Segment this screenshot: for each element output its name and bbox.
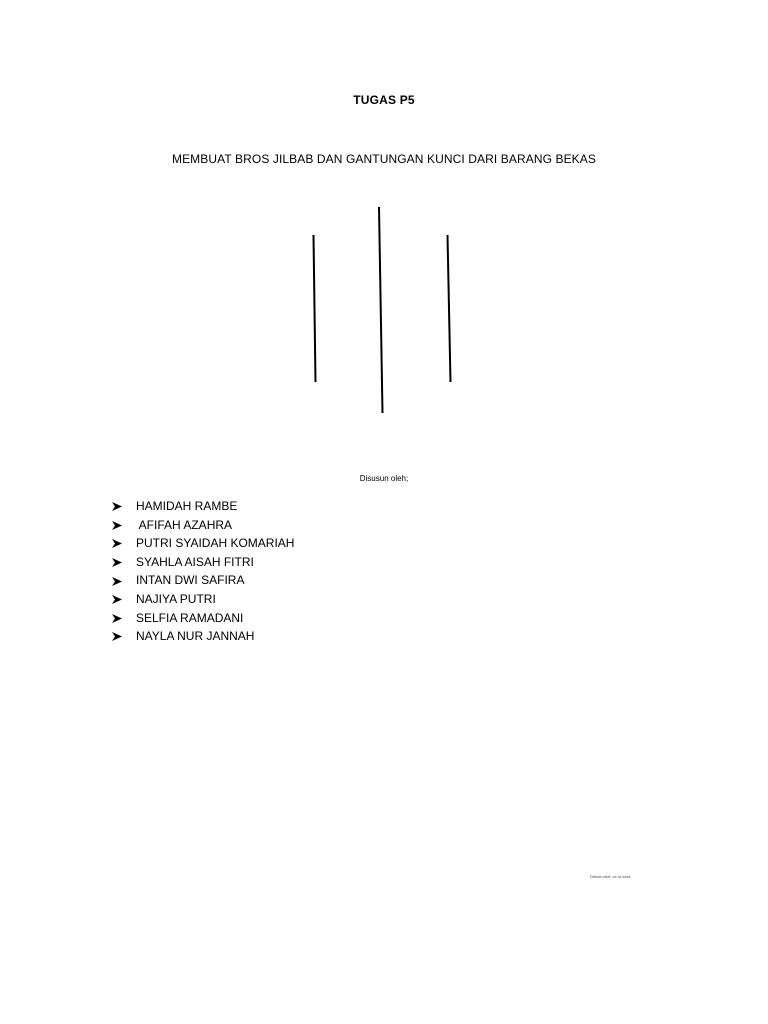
list-item (112, 534, 294, 553)
arrowhead-bullet-icon (112, 572, 136, 590)
arrowhead-bullet-icon (112, 553, 136, 571)
list-item (112, 571, 294, 590)
arrowhead-bullet-icon (112, 516, 136, 534)
page-title: TUGAS P5 (353, 93, 415, 107)
arrowhead-bullet-icon (112, 534, 136, 552)
member-name: HAMIDAH RAMBE (136, 499, 238, 513)
list-item (112, 553, 294, 572)
member-name: NAYLA NUR JANNAH (136, 629, 255, 644)
arrowhead-bullet-icon (112, 609, 136, 627)
list-item (112, 516, 294, 535)
arrowhead-bullet-icon (112, 497, 136, 515)
vertical-line-center (379, 207, 383, 413)
member-name: AFIFAH AZAHRA (136, 517, 233, 532)
arrowhead-bullet-icon (112, 590, 136, 608)
list-item (112, 627, 294, 646)
list-item (112, 609, 294, 628)
member-name: INTAN DWI SAFIRA (136, 573, 245, 588)
footnote: Dibuat oleh: xx.xx.xxxx (590, 874, 631, 879)
prepared-by-label: Disusun oleh; (359, 474, 409, 483)
member-name: SELFIA RAMADANI (136, 610, 244, 625)
list-item (112, 590, 294, 609)
vertical-line-right (448, 235, 451, 382)
page-subtitle: MEMBUAT BROS JILBAB DAN GANTUNGAN KUNCI DARI BARANG BEKAS (171, 152, 596, 166)
arrowhead-bullet-icon (112, 627, 136, 645)
member-name: SYAHLA AISAH FITRI (136, 554, 254, 569)
list-item (112, 497, 294, 516)
member-list (112, 497, 294, 646)
member-name: PUTRI SYAIDAH KOMARIAH (136, 536, 295, 551)
vertical-line-left (314, 235, 316, 382)
member-name: NAJIYA PUTRI (136, 591, 216, 606)
